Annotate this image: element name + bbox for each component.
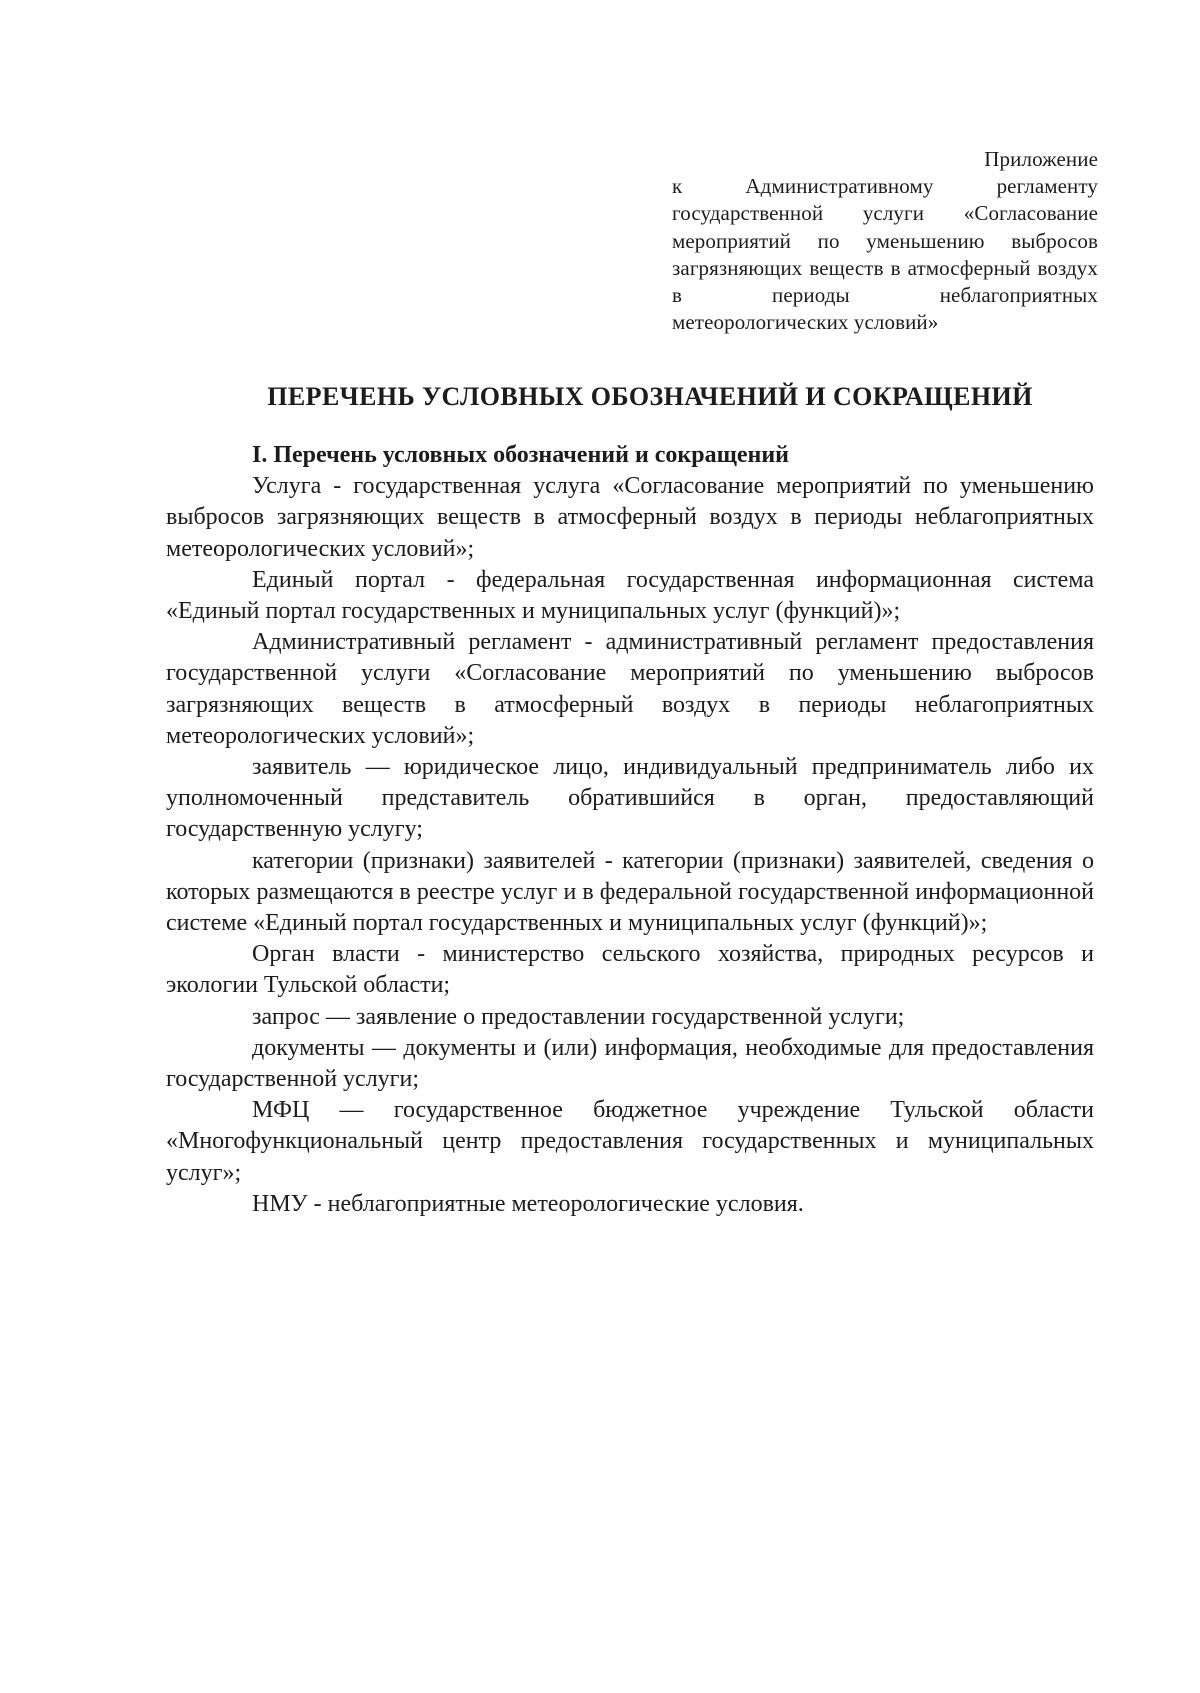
appendix-text: к Административному регламенту государственной услуги «Согласование мероприятий по уменьшению выбросов загрязняющих веществ в атмосферный воздух в периоды неблагоприятных метеорологических условий»	[672, 174, 1098, 335]
definition-entry-organ-vlasti: Орган власти - министерство сельского хозяйства, природных ресурсов и экологии Тульской области;	[166, 941, 1094, 999]
document-body	[166, 440, 1094, 1220]
appendix-note	[672, 146, 1098, 336]
definition-entry-admin-reglament: Административный регламент - административный регламент предоставления государственной услуги «Согласование мероприятий по уменьшению выбросов загрязняющих веществ в атмосферный воздух в периоды неблагоприятных метеорологических условий»;	[166, 629, 1094, 749]
definition-entry-edinyi-portal: Единый портал - федеральная государственная информационная система «Единый портал государственных и муниципальных услуг (функций)»;	[166, 566, 1094, 625]
definition-entry-kategorii: категории (признаки) заявителей - категории (признаки) заявителей, сведения о которых размещаются в реестре услуг и в федеральной государственной информационной системе «Единый портал государственных и муниципальных услуг (функций)»;	[166, 847, 1094, 937]
definition-entry-mfc: МФЦ — государственное бюджетное учреждение Тульской области «Многофункциональный центр предоставления государственных и муниципальных услуг»;	[166, 1097, 1094, 1186]
definition-entry-zapros: запрос — заявление о предоставлении государственной услуги;	[252, 1003, 905, 1030]
appendix-label: Приложение	[984, 147, 1098, 171]
page-title: ПЕРЕЧЕНЬ УСЛОВНЫХ ОБОЗНАЧЕНИЙ И СОКРАЩЕНИЙ	[267, 382, 1033, 411]
definition-entry-nmu: НМУ - неблагоприятные метеорологические условия.	[252, 1190, 804, 1217]
definition-entry-dokumenty: документы — документы и (или) информация, необходимые для предоставления государственной услуги;	[166, 1034, 1094, 1093]
section-heading: I. Перечень условных обозначений и сокращений	[252, 442, 789, 468]
definition-entry-usluga: Услуга - государственная услуга «Согласование мероприятий по уменьшению выбросов загрязняющих веществ в атмосферный воздух в периоды неблагоприятных метеорологических условий»;	[166, 473, 1094, 562]
definition-entry-zayavitel: заявитель — юридическое лицо, индивидуальный предприниматель либо их уполномоченный представитель обратившийся в орган, предоставляющий государственную услугу;	[166, 754, 1094, 843]
